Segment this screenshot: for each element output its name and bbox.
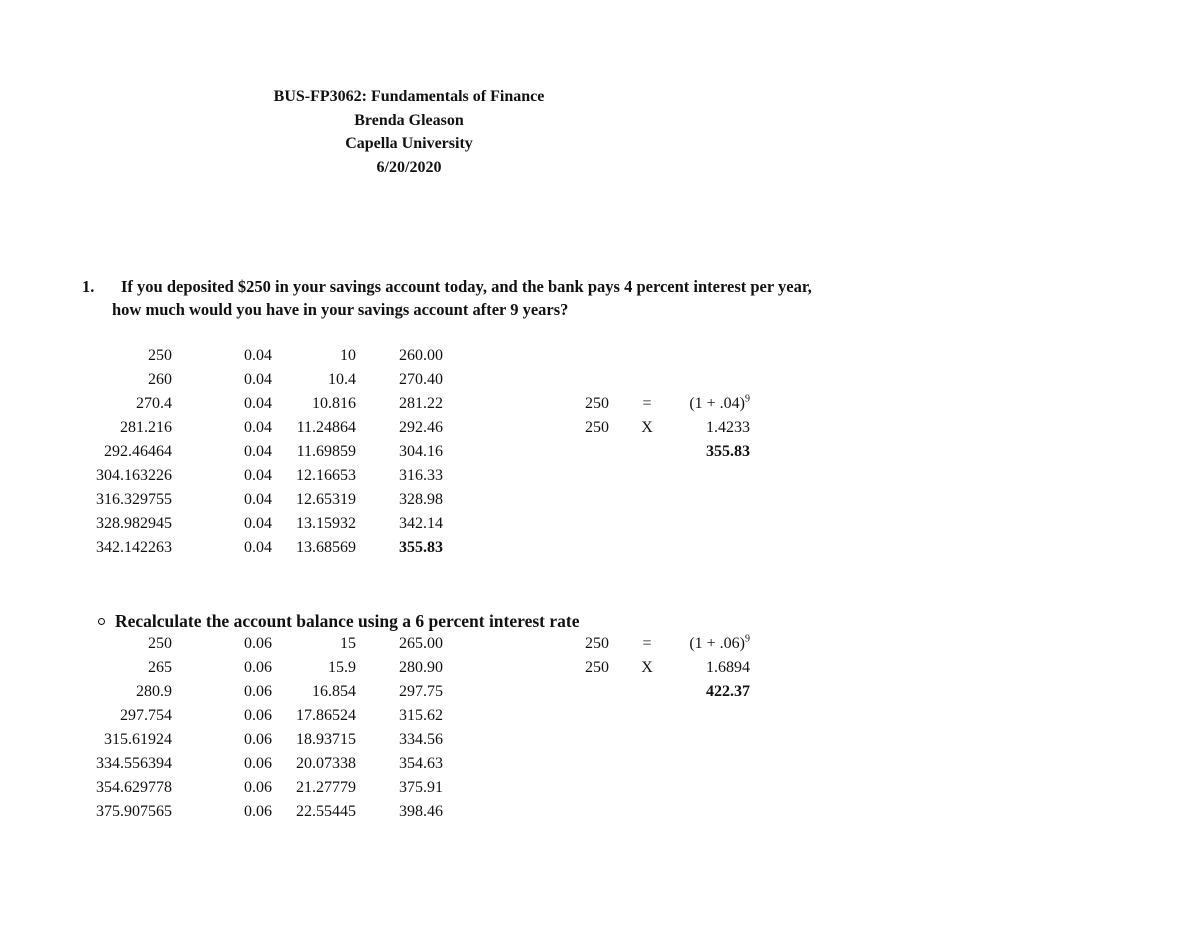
rate-cell: 0.04 (244, 443, 272, 460)
new-balance-cell: 270.40 (399, 371, 443, 388)
table-row (0, 536, 460, 560)
calc-table-4-percent (0, 344, 460, 560)
rate-cell: 0.04 (244, 347, 272, 364)
result-row (560, 680, 800, 704)
question-number: 1. (82, 277, 95, 296)
interest-cell: 11.69859 (296, 443, 356, 460)
new-balance-cell: 292.46 (399, 419, 443, 436)
growth-formula (689, 392, 750, 416)
interest-cell: 18.93715 (296, 731, 356, 748)
factor-row (560, 416, 800, 440)
principal-value: 250 (585, 395, 609, 412)
growth-formula (689, 632, 750, 656)
balance-cell: 304.163226 (96, 467, 172, 484)
rate-cell: 0.06 (244, 659, 272, 676)
table-row (0, 464, 460, 488)
multiply-sign: X (641, 659, 653, 676)
new-balance-cell: 375.91 (399, 779, 443, 796)
interest-cell: 10 (340, 347, 356, 364)
course-title: BUS-FP3062: Fundamentals of Finance (273, 88, 545, 105)
interest-cell: 21.27779 (296, 779, 356, 796)
new-balance-cell: 334.56 (399, 731, 443, 748)
balance-cell: 342.142263 (96, 539, 172, 556)
formula-block-4-percent (560, 392, 800, 464)
new-balance-cell: 316.33 (399, 467, 443, 484)
new-balance-cell: 281.22 (399, 395, 443, 412)
principal-value: 250 (585, 419, 609, 436)
table-row (0, 416, 460, 440)
growth-factor: 1.6894 (706, 659, 750, 676)
future-value-result: 355.83 (706, 443, 750, 460)
new-balance-cell: 342.14 (399, 515, 443, 532)
table-row (0, 776, 460, 800)
rate-cell: 0.06 (244, 731, 272, 748)
interest-cell: 22.55445 (296, 803, 356, 820)
sub-question (98, 609, 579, 633)
new-balance-cell: 315.62 (399, 707, 443, 724)
factor-row (560, 656, 800, 680)
rate-cell: 0.04 (244, 491, 272, 508)
interest-cell: 10.4 (328, 371, 356, 388)
multiply-sign: X (641, 419, 653, 436)
balance-cell: 250 (148, 635, 172, 652)
balance-cell: 375.907565 (96, 803, 172, 820)
new-balance-cell: 328.98 (399, 491, 443, 508)
balance-cell: 354.629778 (96, 779, 172, 796)
interest-cell: 13.15932 (296, 515, 356, 532)
balance-cell: 260 (148, 371, 172, 388)
balance-cell: 280.9 (136, 683, 172, 700)
balance-cell: 315.61924 (104, 731, 172, 748)
table-row (0, 728, 460, 752)
table-row (0, 680, 460, 704)
formula-exponent: 9 (745, 393, 750, 405)
future-value-result: 422.37 (706, 683, 750, 700)
new-balance-cell: 297.75 (399, 683, 443, 700)
equals-sign: = (642, 635, 652, 652)
interest-cell: 11.24864 (296, 419, 356, 436)
hollow-bullet-icon (98, 618, 105, 625)
interest-cell: 13.68569 (296, 539, 356, 556)
balance-cell: 334.556394 (96, 755, 172, 772)
interest-cell: 12.65319 (296, 491, 356, 508)
calc-table-6-percent (0, 632, 460, 824)
balance-cell: 292.46464 (104, 443, 172, 460)
table-row (0, 752, 460, 776)
balance-cell: 297.754 (120, 707, 172, 724)
balance-cell: 270.4 (136, 395, 172, 412)
interest-cell: 20.07338 (296, 755, 356, 772)
balance-cell: 281.216 (120, 419, 172, 436)
rate-cell: 0.06 (244, 683, 272, 700)
table-row (0, 800, 460, 824)
new-balance-cell: 304.16 (399, 443, 443, 460)
rate-cell: 0.04 (244, 467, 272, 484)
rate-cell: 0.06 (244, 755, 272, 772)
interest-cell: 16.854 (312, 683, 356, 700)
table-row (0, 344, 460, 368)
formula-row (560, 392, 800, 416)
table-row (0, 632, 460, 656)
rate-cell: 0.04 (244, 395, 272, 412)
growth-factor: 1.4233 (706, 419, 750, 436)
interest-cell: 15.9 (328, 659, 356, 676)
table-row (0, 704, 460, 728)
principal-value: 250 (585, 635, 609, 652)
table-row (0, 368, 460, 392)
rate-cell: 0.06 (244, 707, 272, 724)
rate-cell: 0.06 (244, 803, 272, 820)
document-date: 6/20/2020 (376, 158, 442, 176)
document-header (0, 85, 818, 179)
rate-cell: 0.06 (244, 779, 272, 796)
formula-exponent: 9 (745, 633, 750, 645)
formula-base: (1 + .04) (689, 395, 745, 412)
equals-sign: = (642, 395, 652, 412)
question-line-1: If you deposited $250 in your savings account today, and the bank pays 4 percent interest per year, (121, 277, 812, 296)
table-row (0, 392, 460, 416)
rate-cell: 0.04 (244, 515, 272, 532)
balance-cell: 328.982945 (96, 515, 172, 532)
formula-row (560, 632, 800, 656)
result-row (560, 440, 800, 464)
balance-cell: 250 (148, 347, 172, 364)
interest-cell: 12.16653 (296, 467, 356, 484)
table-row (0, 488, 460, 512)
rate-cell: 0.04 (244, 419, 272, 436)
table-row (0, 440, 460, 464)
interest-cell: 17.86524 (296, 707, 356, 724)
new-balance-cell: 265.00 (399, 635, 443, 652)
table-row (0, 512, 460, 536)
formula-base: (1 + .06) (689, 635, 745, 652)
table-row (0, 656, 460, 680)
question-text (112, 275, 912, 321)
new-balance-cell: 260.00 (399, 347, 443, 364)
formula-block-6-percent (560, 632, 800, 704)
interest-cell: 10.816 (312, 395, 356, 412)
author-name: Brenda Gleason (354, 111, 464, 129)
rate-cell: 0.04 (244, 371, 272, 388)
principal-value: 250 (585, 659, 609, 676)
sub-question-text: Recalculate the account balance using a 6 percent interest rate (115, 611, 580, 631)
rate-cell: 0.06 (244, 635, 272, 652)
new-balance-cell: 280.90 (399, 659, 443, 676)
new-balance-cell: 355.83 (399, 539, 443, 556)
balance-cell: 316.329755 (96, 491, 172, 508)
school-name: Capella University (345, 135, 473, 152)
new-balance-cell: 398.46 (399, 803, 443, 820)
rate-cell: 0.04 (244, 539, 272, 556)
interest-cell: 15 (340, 635, 356, 652)
new-balance-cell: 354.63 (399, 755, 443, 772)
balance-cell: 265 (148, 659, 172, 676)
question-line-2: how much would you have in your savings account after 9 years? (112, 300, 569, 319)
